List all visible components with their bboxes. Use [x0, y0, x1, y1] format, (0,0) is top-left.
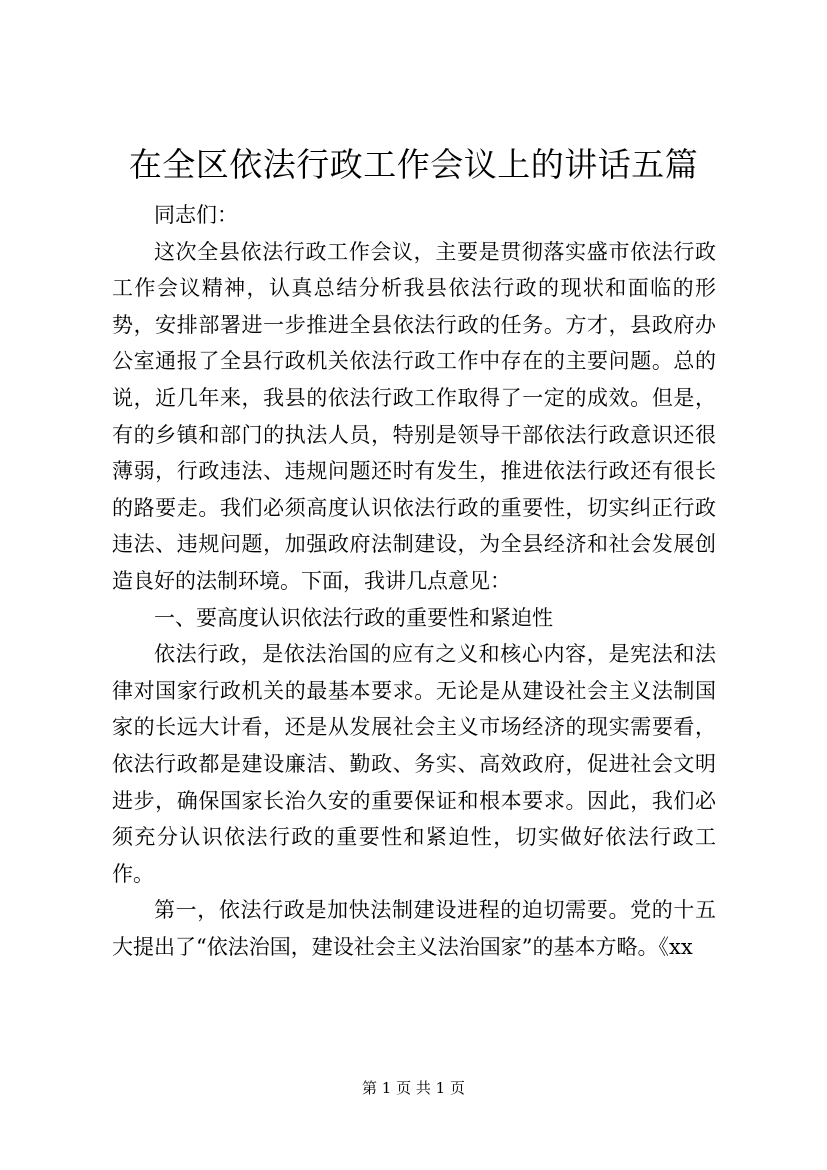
paragraph-first-point: 第一，依法行政是加快法制建设进程的迫切需要。党的十五大提出了“依法治国，建设社会主义法治国家”的基本方略。《xx	[112, 898, 716, 959]
page-footer: 第 1 页 共 1 页	[362, 1079, 465, 1097]
salutation: 同志们：	[154, 203, 238, 227]
document-title: 在全区依法行政工作会议上的讲话五篇	[128, 145, 699, 184]
paragraph-intro: 这次全县依法行政工作会议，主要是贯彻落实盛市依法行政工作会议精神，认真总结分析我县依法行政的现状和面临的形势，安排部署进一步推进全县依法行政的任务。方才，县政府办公室通报了全县行政机关依法行政工作中存在的主要问题。总的说，近几年来，我县的依法行政工作取得了一定的成效。但是，有的乡镇和部门的执法人员，特别是领导干部依法行政意识还很薄弱，行政违法、违规问题还时有发生，推进依法行政还有很长的路要走。我们必须高度认识依法行政的重要性，切实纠正行政违法、违规问题，加强政府法制建设，为全县经济和社会发展创造良好的法制环境。下面，我讲几点意见：	[112, 239, 716, 593]
document-body	[112, 197, 716, 965]
paragraph-importance: 依法行政，是依法治国的应有之义和核心内容，是宪法和法律对国家行政机关的最基本要求。无论是从建设社会主义法制国家的长远大计看，还是从发展社会主义市场经济的现实需要看，依法行政都是建设廉洁、勤政、务实、高效政府，促进社会文明进步，确保国家长治久安的重要保证和根本要求。因此，我们必须充分认识依法行政的重要性和紧迫性，切实做好依法行政工作。	[112, 642, 716, 886]
section-heading-1: 一、要高度认识依法行政的重要性和紧迫性	[154, 605, 553, 630]
